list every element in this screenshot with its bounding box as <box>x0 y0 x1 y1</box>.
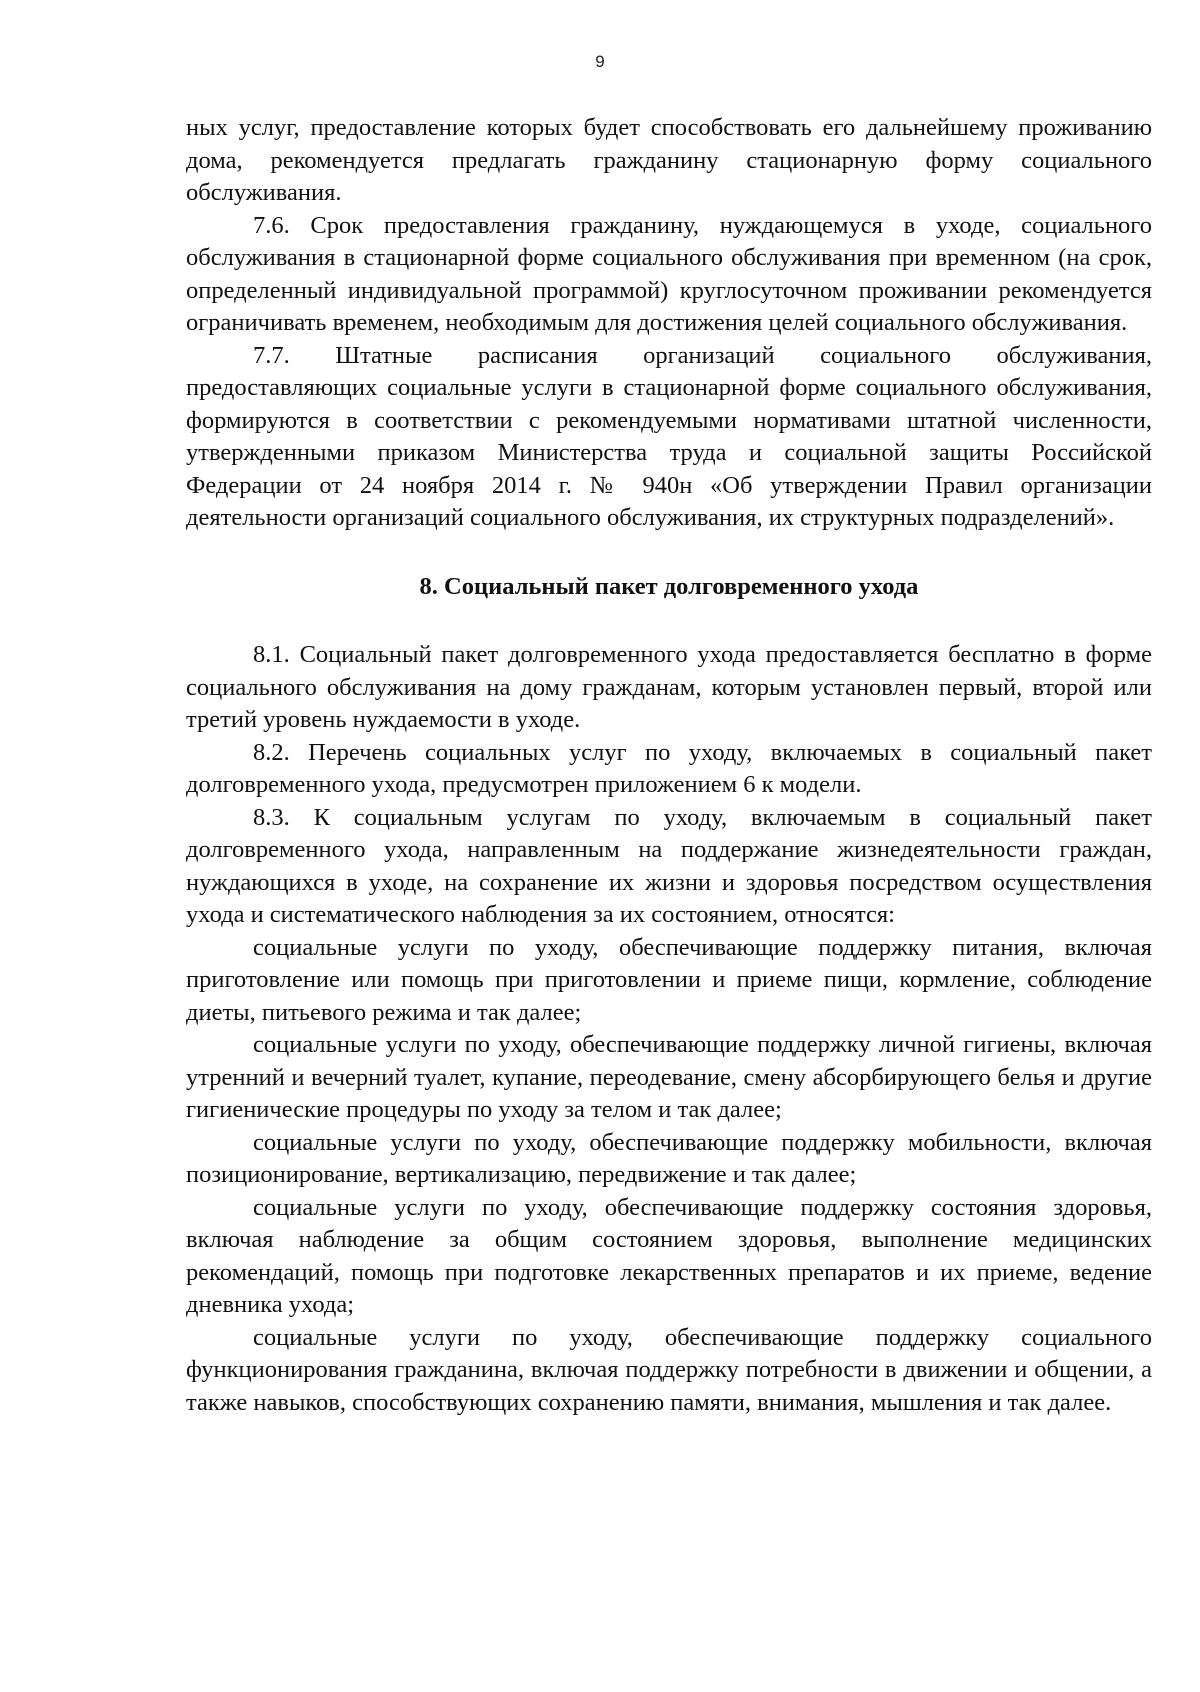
paragraph-7-6: 7.6. Срок предоставления гражданину, нуждающемуся в уходе, социального обслуживания в стационарной форме социального обслуживания при временном (на срок, определенный индивидуальной программой) круглосуточном проживании рекомендуется ограничивать временем, необходимым для достижения целей социального обслуживания. <box>186 211 1152 336</box>
list-item-nutrition: социальные услуги по уходу, обеспечивающие поддержку питания, включая приготовление или помощь при приготовлении и приеме пищи, кормление, соблюдение диеты, питьевого режима и так далее; <box>186 933 1152 1026</box>
paragraph-continuation: ных услуг, предоставление которых будет способствовать его дальнейшему проживанию дома, рекомендуется предлагать гражданину стационарную форму социального обслуживания. <box>186 114 1152 206</box>
list-item-social: социальные услуги по уходу, обеспечивающие поддержку социального функционирования гражданина, включая поддержку потребности в движении и общении, а также навыков, способствующих сохранению памяти, внимания, мышления и так далее. <box>186 1323 1152 1416</box>
list-item-mobility: социальные услуги по уходу, обеспечивающие поддержку мобильности, включая позиционирование, вертикализацию, передвижение и так далее; <box>186 1128 1152 1188</box>
section-heading: 8. Социальный пакет долговременного ухода <box>419 572 919 600</box>
paragraph-8-2: 8.2. Перечень социальных услуг по уходу, включаемых в социальный пакет долговременного ухода, предусмотрен приложением 6 к модели. <box>186 738 1152 798</box>
list-item-hygiene: социальные услуги по уходу, обеспечивающие поддержку личной гигиены, включая утренний и вечерний туалет, купание, переодевание, смену абсорбирующего белья и другие гигиенические процедуры по уходу за телом и так далее; <box>186 1031 1152 1123</box>
paragraph-7-7: 7.7. Штатные расписания организаций социального обслуживания, предоставляющих социальные услуги в стационарной форме социального обслуживания, формируются в соответствии с рекомендуемыми нормативами штатной численности, утвержденными приказом Министерства труда и социальной защиты Российской Федерации от 24 ноября 2014 г. № 940н «Об утверждении Правил организации деятельности организаций социального обслуживания, их структурных подразделений». <box>186 341 1152 531</box>
list-item-health: социальные услуги по уходу, обеспечивающие поддержку состояния здоровья, включая наблюдение за общим состоянием здоровья, выполнение медицинских рекомендаций, помощь при подготовке лекарственных препаратов и их приеме, ведение дневника ухода; <box>186 1193 1152 1318</box>
paragraph-8-3: 8.3. К социальным услугам по уходу, включаемым в социальный пакет долговременного ухода, направленным на поддержание жизнедеятельности граждан, нуждающихся в уходе, на сохранение их жизни и здоровья посредством осуществления ухода и систематического наблюдения за их состоянием, относятся: <box>186 803 1152 928</box>
paragraph-8-1: 8.1. Социальный пакет долговременного ухода предоставляется бесплатно в форме социального обслуживания на дому гражданам, которым установлен первый, второй или третий уровень нуждаемости в уходе. <box>186 641 1152 733</box>
page-number: 9 <box>595 52 605 71</box>
document-body <box>186 112 1152 1419</box>
